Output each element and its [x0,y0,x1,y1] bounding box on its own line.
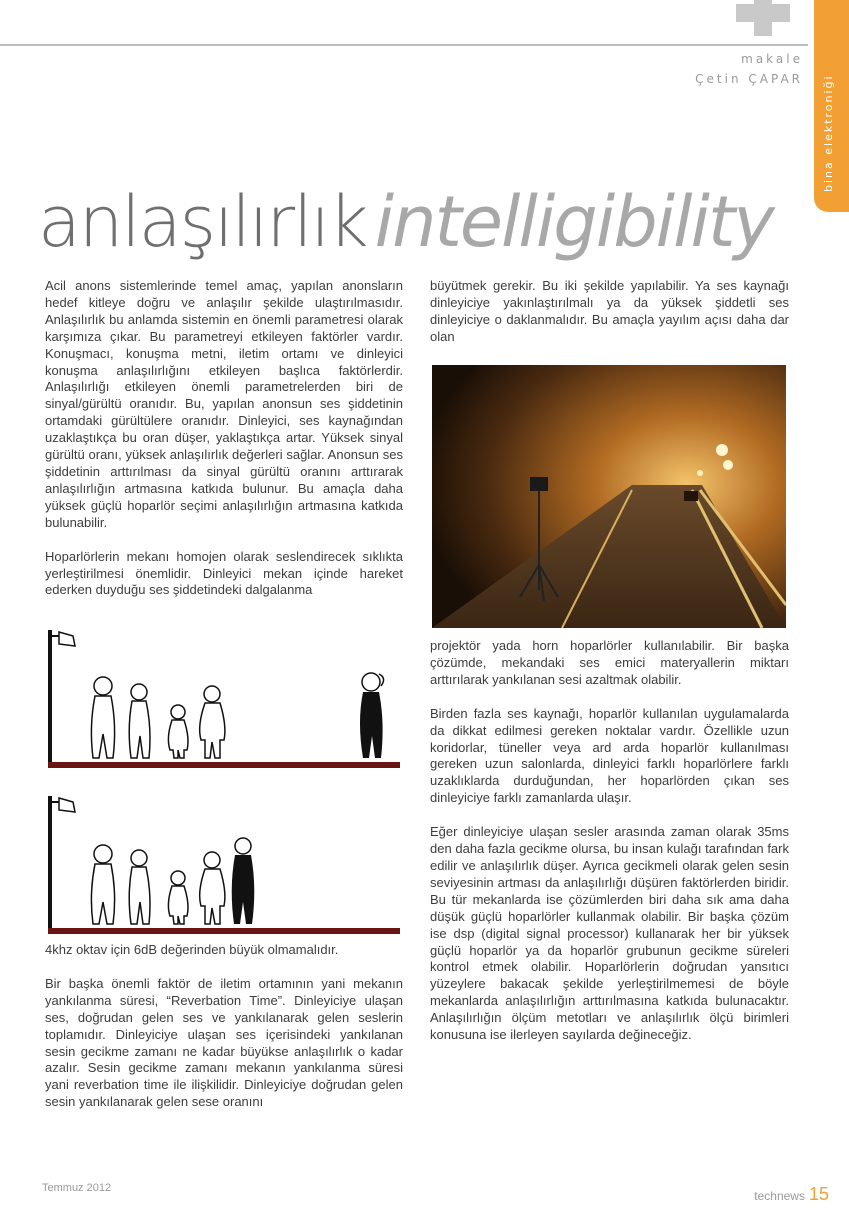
tunnel-photo [432,365,786,628]
magazine-name: technews [754,1189,805,1203]
issue-date: Temmuz 2012 [42,1182,112,1194]
paragraph: Acil anons sistemlerinde temel amaç, yapılan anonsların hedef kitleye doğru ve anlaşılır şekilde ulaştırılmasıdır. Anlaşılırlık bu anlamda sistemin en önemli parametresi olarak karşımıza çıkar. Bu parametreyi etkileyen faktörler vardır. Konuşmacı, konuşma metni, iletim ortamı ve dinleyici konuşma anlaşılırlığını etkileyen başlıca faktörlerdir. Anlaşılırlığı etkileyen önemli parametrelerden biri de sinyal/gürültü oranıdır. Bu, yapılan anonsun ses şiddetinin ortamdaki gürültülere oranıdır. Dinleyici, ses kaynağından uzaklaştıkça bu oran düşer, yaklaştıkça artar. Yüksek sinyal gürültü oranı, yüksek anlaşılırlık değerleri sağlar. Anonsun ses şiddetinin arttırılması da sinyal gürültü oranını arttırarak anlaşılırlığın artmasına katkıda bulunur. Bu amaçla daha yüksek güçlü hoparlör seçimi anlaşılırlığın artmasına katkıda bulunabilir. [45,278,403,530]
page-number: 15 [808,1184,829,1204]
title-english: intelligibility [374,181,773,263]
paragraph: Eğer dinleyiciye ulaşan sesler arasında zaman olarak 35ms den daha fazla gecikme olursa, bu insan kulağı tarafından fark edilir ve anlaşılırlık düşer. Ayrıca gecikmeli olarak gelen sesin seviyesinin artması da anlaşılırlığı düşüren faktörlerden biridir. Bu tür mekanlarda ise çözümlerden biri daha sık ama daha düşük güçlü hoparlörler kullanmak olabilir. Bir başka çözüm ise dsp (digital signal processor) kullanarak her bir yüksek güçlü hoparlör ya da hoparlör grubunun gecikme süreleri kontrol etmek olabilir. Hoparlörlerin doğrudan yansıtıcı yüzeylere bakacak şekilde yerleştirilmemesi de böyle mekanlarda anlaşılırlığın arttırılmasına katkıda bulunacaktır. Anlaşılırlığın ölçüm metotları ve anlaşılırlık ölçü birimleri konusuna ise ilerleyen sayılarda değineceğiz. [430,824,789,1043]
column-1-top [45,278,403,616]
article-title [38,172,773,272]
loudspeaker-icon [530,477,548,491]
author-name: Çetin ÇAPAR [695,72,803,86]
speaker-icon [59,632,75,646]
plus-logo-icon [736,0,790,38]
paragraph: Birden fazla ses kaynağı, hoparlör kullanılan uygulamalarda da dikkat edilmesi gereken noktalar vardır. Özellikle uzun koridorlar, tüneller veya ard arda hoparlör kullanılması gereken uzun salonlarda, dinleyici farklı hoparlörlere farklı uzaklıklarda durduğundan, her hoparlörden çıkan ses dinleyiciye farklı zamanlarda ulaşır. [430,705,789,806]
side-section-tab [814,0,849,212]
title-turkish: anlaşılırlık [38,181,367,263]
paragraph: projektör yada horn hoparlörler kullanılabilir. Bir başka çözümde, mekandaki ses emici materyallerin miktarı arttırılarak yankılanan sesi azaltmak olabilir. [430,638,789,687]
paragraph: Hoparlörlerin mekanı homojen olarak seslendirecek sıklıkta yerleştirilmesi önemlidir. Dinleyici mekan içinde hareket ederken duyduğu ses şiddetindeki dalgalanma [45,548,403,598]
page-footer [754,1184,829,1205]
column-2-top [430,278,789,363]
section-label: makale [741,52,803,66]
diagram-single-speaker [45,626,403,776]
paragraph: Bir başka önemli faktör de iletim ortamının yani mekanın yankılanma süresi, “Reverbation Time”. Dinleyiciye ulaşan ses, doğrudan gelen ses ve yankılanarak gelen seslerin toplamıdır. Dinleyiciye ulaşan ses içerisindeki yankılanan sesin gecikme zamanı ne kadar büyükse anlaşılırlık o kadar azalır. Sesin gecikme zamanı mekanın yankılanma süresi yani reverbation time ile ilişkilidir. Dinleyiciye doğrudan gelen sesin yankılanarak gelen sese oranını [45,975,403,1110]
column-1-bottom [45,942,403,1128]
side-tab-label: bina elektroniği [822,74,835,192]
paragraph: büyütmek gerekir. Bu iki şekilde yapılabilir. Ya ses kaynağı dinleyiciye yakınlaştırılmalı ya da yüksek şiddetli ses dinleyiciye o daklanmalıdır. Bu amaçla yayılım açısı daha dar olan [430,278,789,344]
column-2-bottom [430,638,789,1061]
speaker-icon [59,798,75,812]
header-rule [0,44,808,46]
paragraph: 4khz oktav için 6dB değerinden büyük olmamalıdır. [45,942,339,957]
diagram-multiple-speakers [45,792,403,942]
